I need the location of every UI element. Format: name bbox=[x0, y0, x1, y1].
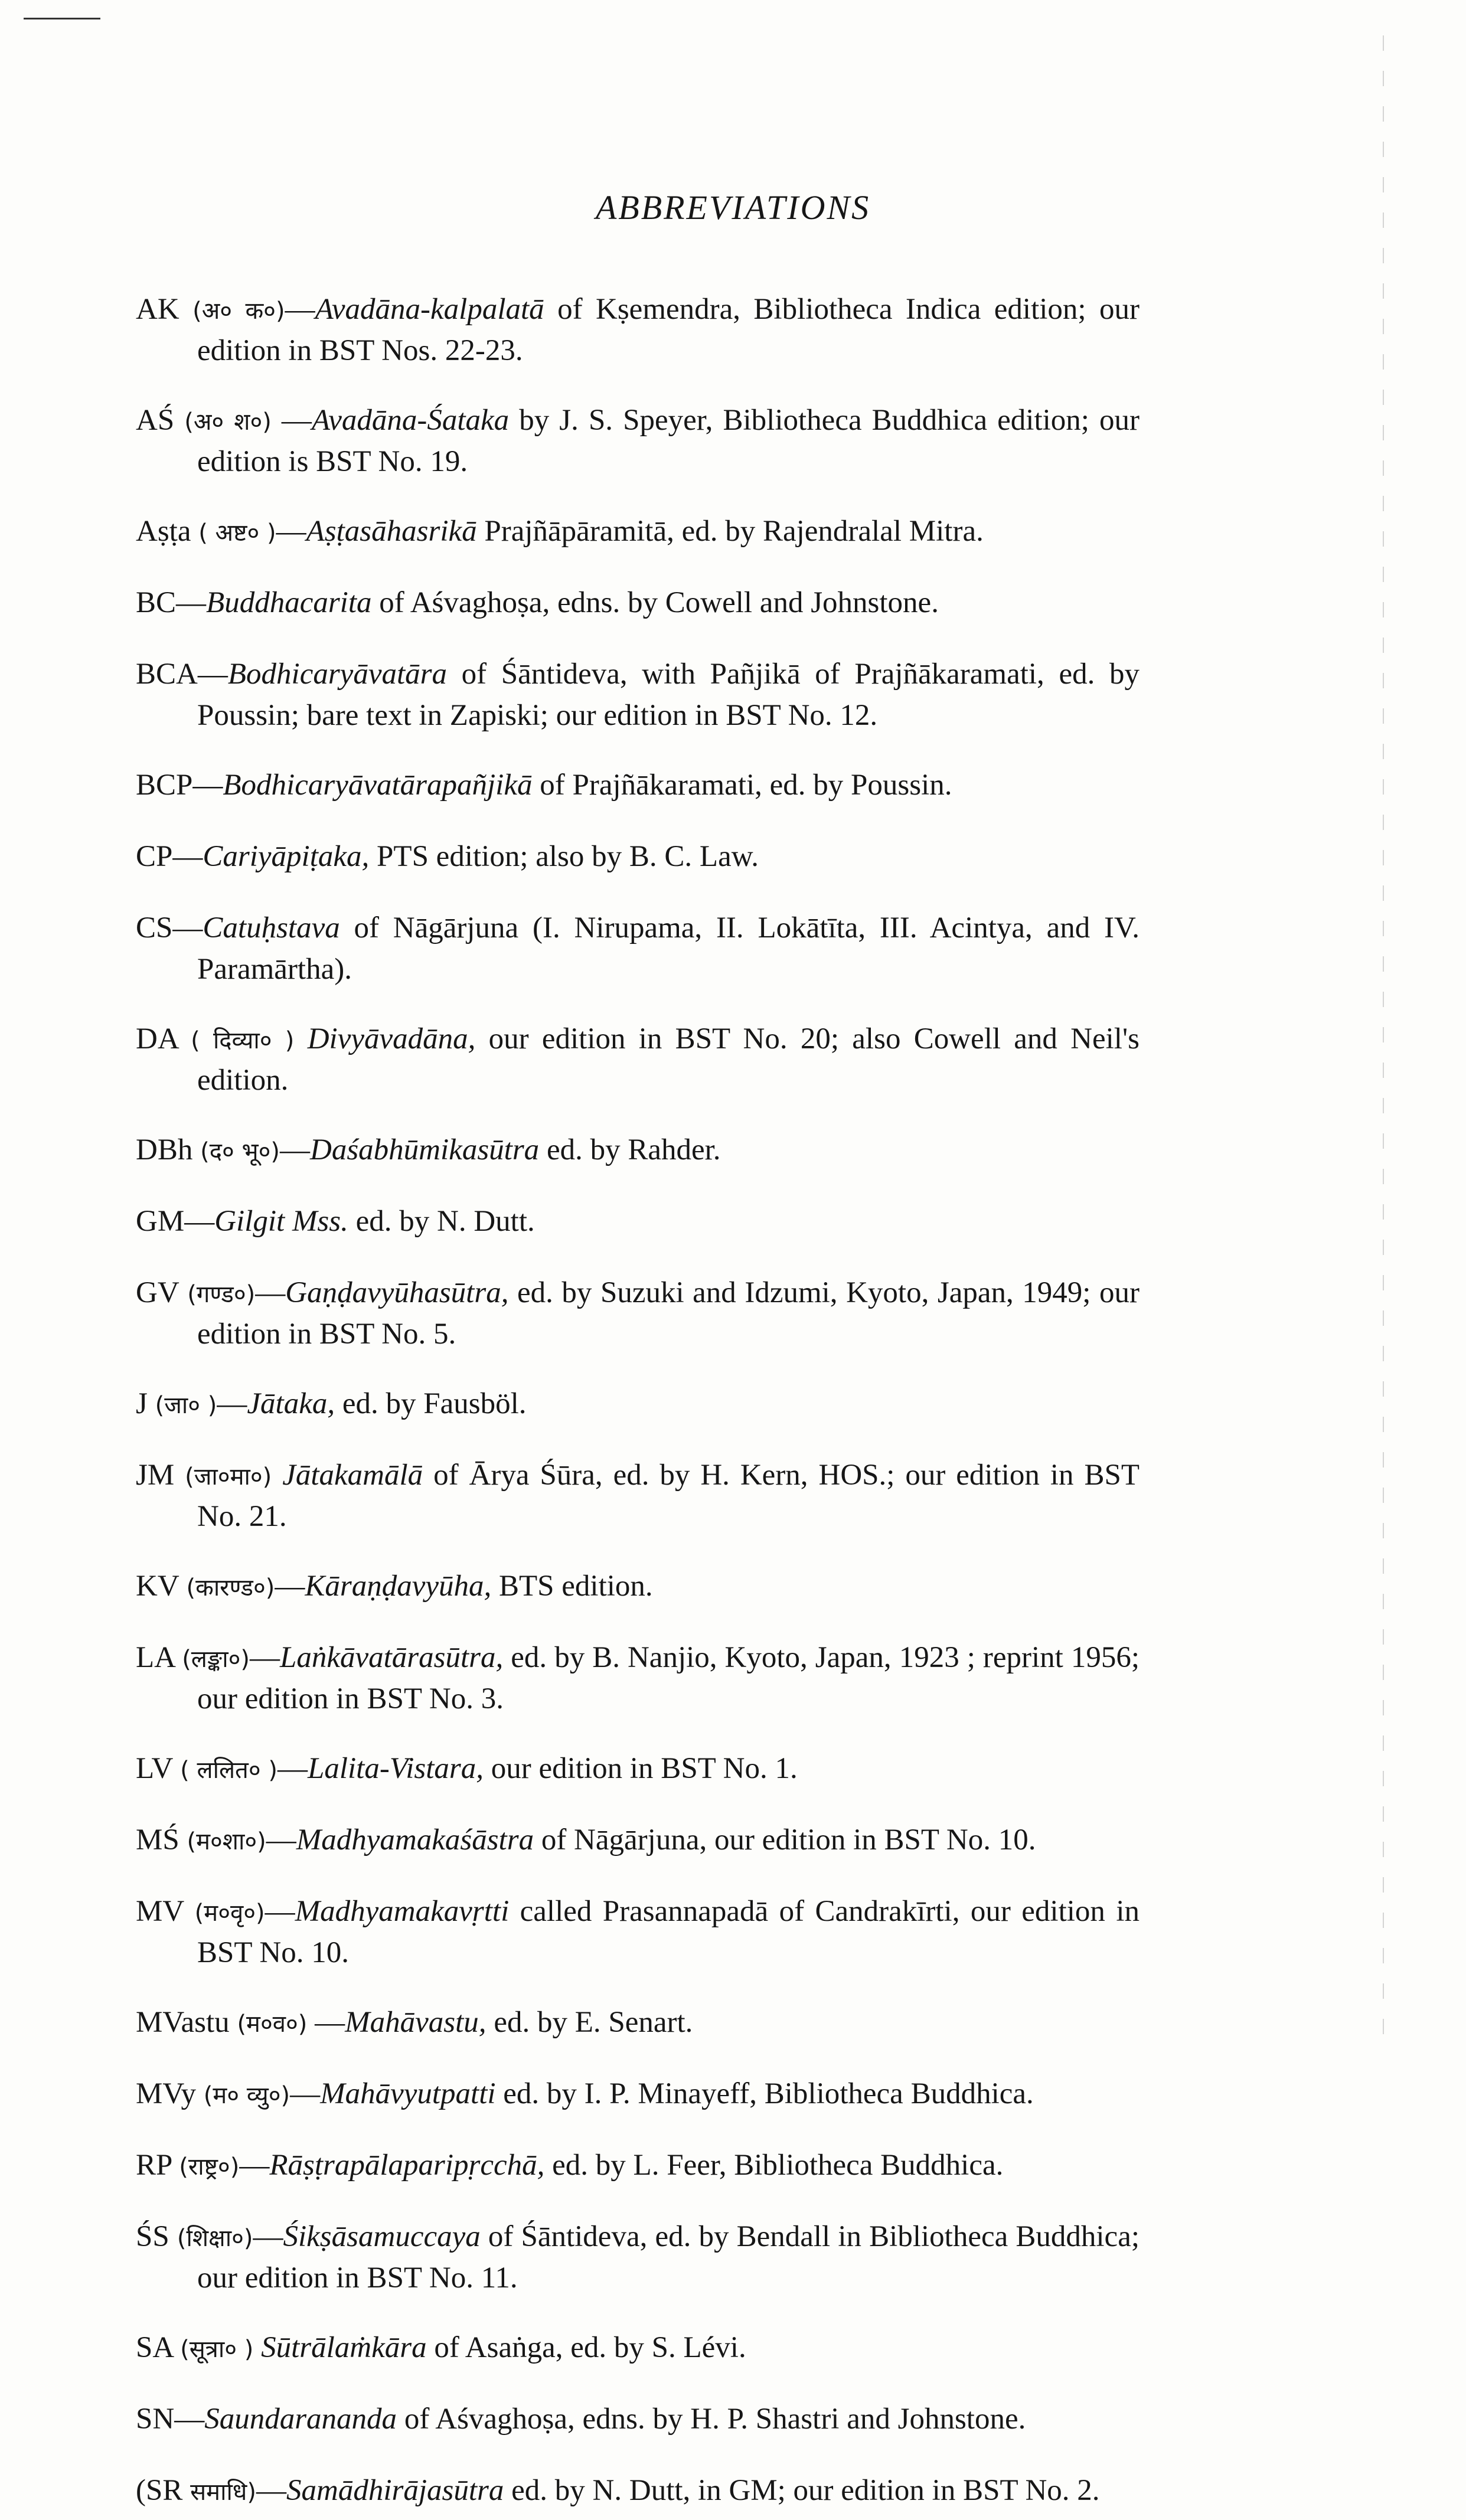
entry-separator: — bbox=[217, 1387, 247, 1420]
devanagari-abbreviation: (जा०मा०) bbox=[185, 1463, 272, 1491]
work-title: Bodhicaryāvatārapañjikā bbox=[223, 769, 533, 802]
abbreviation-entry bbox=[136, 1749, 1140, 1790]
abbreviation-code: BCA bbox=[136, 658, 198, 691]
abbreviation-list bbox=[136, 260, 1140, 2520]
entry-separator: — bbox=[265, 1895, 295, 1928]
abbreviation-code: CP bbox=[136, 840, 173, 873]
work-title: Catuḥstava bbox=[203, 911, 340, 944]
abbreviation-code: CS bbox=[136, 911, 173, 944]
entry-separator: — bbox=[250, 1641, 280, 1674]
devanagari-abbreviation: ( दिव्या० ) bbox=[191, 1027, 295, 1054]
abbreviation-code: JM bbox=[136, 1459, 175, 1492]
abbreviation-code: SN bbox=[136, 2403, 175, 2436]
abbreviation-entry bbox=[136, 2328, 1140, 2369]
work-title: Madhyamakavṛtti bbox=[295, 1895, 510, 1928]
abbreviation-entry bbox=[136, 655, 1140, 736]
abbreviation-entry bbox=[136, 766, 1140, 807]
entry-details: of Śāntideva, with Pañjikā of Prajñākaramati, ed. by Poussin; bare text in Zapiski; our edition in BST No. 12. bbox=[197, 658, 1140, 732]
entry-separator: — bbox=[285, 293, 315, 326]
abbreviation-code: GM bbox=[136, 1205, 185, 1238]
entry-details: ed. by Suzuki and Idzumi, Kyoto, Japan, 1949; our edition in BST No. 5. bbox=[197, 1276, 1140, 1351]
entry-separator: — bbox=[172, 840, 203, 873]
work-title: Rāṣṭrapālaparipṛcchā, bbox=[269, 2149, 545, 2182]
work-title: Divyāvadāna, bbox=[307, 1022, 476, 1055]
devanagari-abbreviation: (म०वृ०) bbox=[194, 1900, 265, 1927]
abbreviation-entry bbox=[136, 1567, 1140, 1608]
work-title: Avadāna-kalpalatā bbox=[315, 293, 544, 326]
entry-details: of Nāgārjuna, our edition in BST No. 10. bbox=[534, 1823, 1036, 1857]
entry-separator: — bbox=[176, 586, 207, 619]
abbreviation-code: BCP bbox=[136, 769, 193, 802]
abbreviation-entry bbox=[136, 1892, 1140, 1973]
abbreviation-entry bbox=[136, 2400, 1140, 2441]
entry-separator bbox=[272, 1459, 282, 1492]
entry-separator: — bbox=[192, 769, 223, 802]
entry-separator: — bbox=[271, 404, 312, 437]
entry-details: of Nāgārjuna (I. Nirupama, II. Lokātīta, III. Acintya, and IV. Paramārtha). bbox=[197, 911, 1140, 986]
work-title: Jātaka, bbox=[247, 1387, 335, 1420]
abbreviation-code: Aṣṭa bbox=[136, 515, 191, 548]
devanagari-abbreviation: (म०व०) bbox=[237, 2011, 308, 2038]
entry-details: ed. by Rahder. bbox=[539, 1133, 721, 1166]
entry-details: our edition in BST No. 1. bbox=[484, 1752, 798, 1785]
abbreviation-code: MVastu bbox=[136, 2006, 230, 2039]
abbreviation-code: KV bbox=[136, 1570, 179, 1603]
abbreviation-code: (SR bbox=[136, 2474, 183, 2507]
entry-separator: — bbox=[172, 911, 203, 944]
entry-details: of Asaṅga, ed. by S. Lévi. bbox=[426, 2331, 746, 2364]
entry-separator: — bbox=[256, 2474, 287, 2507]
entry-details: of Śāntideva, ed. by Bendall in Bibliotheca Buddhica; our edition in BST No. 11. bbox=[197, 2220, 1140, 2295]
entry-separator: — bbox=[197, 658, 228, 691]
work-title: Laṅkāvatārasūtra, bbox=[280, 1641, 504, 1674]
abbreviation-code: GV bbox=[136, 1276, 179, 1309]
abbreviation-code: MŚ bbox=[136, 1823, 179, 1857]
entry-details: ed. by N. Dutt, in GM; our edition in BST No. 2. bbox=[504, 2474, 1100, 2507]
abbreviation-entry bbox=[136, 1019, 1140, 1100]
work-title: Gaṇḍavyūhasūtra, bbox=[285, 1276, 509, 1309]
abbreviation-code: BC bbox=[136, 586, 177, 619]
abbreviation-code: DBh bbox=[136, 1133, 193, 1166]
devanagari-abbreviation: (सूत्रा० ) bbox=[180, 2336, 254, 2363]
abbreviation-entry bbox=[136, 2217, 1140, 2298]
devanagari-abbreviation: (गण्ड०) bbox=[187, 1281, 256, 1308]
work-title: Bodhicaryāvatāra bbox=[227, 658, 447, 691]
abbreviation-entry bbox=[136, 401, 1140, 482]
entry-separator: — bbox=[239, 2149, 270, 2182]
work-title: Saundarananda bbox=[204, 2403, 397, 2436]
work-title: Avadāna-Śataka bbox=[311, 404, 510, 437]
abbreviation-entry bbox=[136, 1384, 1140, 1426]
abbreviation-code: ŚS bbox=[136, 2220, 169, 2253]
abbreviation-code: J bbox=[136, 1387, 148, 1420]
abbreviation-entry bbox=[136, 2471, 1140, 2512]
entry-separator: — bbox=[307, 2006, 345, 2039]
entry-details: ed. by Fausböl. bbox=[335, 1387, 527, 1420]
entry-separator bbox=[253, 2331, 261, 2364]
work-title: Jātakamālā bbox=[282, 1459, 423, 1492]
abbreviation-entry bbox=[136, 2003, 1140, 2044]
abbreviation-entry bbox=[136, 908, 1140, 989]
entry-details: ed. by I. P. Minayeff, Bibliotheca Buddhica. bbox=[495, 2077, 1034, 2110]
abbreviation-entry bbox=[136, 837, 1140, 878]
work-title: Daśabhūmikasūtra bbox=[310, 1133, 540, 1166]
abbreviation-entry bbox=[136, 1130, 1140, 1172]
abbreviation-entry bbox=[136, 2146, 1140, 2187]
devanagari-abbreviation: (अ० क०) bbox=[192, 298, 285, 325]
devanagari-abbreviation: समाधि) bbox=[190, 2479, 257, 2506]
abbreviation-entry bbox=[136, 2074, 1140, 2116]
devanagari-abbreviation: ( अष्ट० ) bbox=[198, 519, 276, 547]
work-title: Aṣṭasāhasrikā bbox=[306, 515, 477, 548]
work-title: Cariyāpiṭaka, bbox=[203, 840, 370, 873]
page-edge-shadow bbox=[1383, 35, 1384, 2042]
entry-separator: — bbox=[255, 1276, 286, 1309]
work-title: Sūtrālaṁkāra bbox=[261, 2331, 427, 2364]
devanagari-abbreviation: (म० व्यु०) bbox=[203, 2082, 290, 2109]
abbreviation-code: LA bbox=[136, 1641, 175, 1674]
entry-separator: — bbox=[266, 1823, 296, 1857]
entry-separator: — bbox=[276, 515, 306, 548]
abbreviation-code: DA bbox=[136, 1022, 178, 1055]
entry-details: called Prasannapadā of Candrakīrti, our edition in BST No. 10. bbox=[197, 1895, 1140, 1969]
entry-separator: — bbox=[290, 2077, 321, 2110]
abbreviation-entry bbox=[136, 1820, 1140, 1862]
entry-separator: — bbox=[277, 1752, 308, 1785]
work-title: Kāraṇḍavyūha, bbox=[305, 1570, 492, 1603]
entry-details: ed. by L. Feer, Bibliotheca Buddhica. bbox=[544, 2149, 1004, 2182]
devanagari-abbreviation: ( ललित० ) bbox=[180, 1757, 277, 1784]
devanagari-abbreviation: (अ० श०) bbox=[184, 408, 272, 436]
devanagari-abbreviation: (द० भू०) bbox=[200, 1138, 280, 1165]
abbreviation-entry bbox=[136, 1202, 1140, 1243]
work-title: Lalita-Vistara, bbox=[307, 1752, 484, 1785]
abbreviation-entry bbox=[136, 1273, 1140, 1354]
abbreviation-code: RP bbox=[136, 2149, 172, 2182]
entry-separator: — bbox=[253, 2220, 283, 2253]
page-title: ABBREVIATIONS bbox=[595, 188, 871, 227]
abbreviation-entry bbox=[136, 290, 1140, 371]
entry-details: of Prajñākaramati, ed. by Poussin. bbox=[532, 769, 952, 802]
entry-details: BTS edition. bbox=[491, 1570, 653, 1603]
entry-details: of Ārya Śūra, ed. by H. Kern, HOS.; our edition in BST No. 21. bbox=[197, 1459, 1140, 1533]
entry-details: of Aśvaghoṣa, edns. by Cowell and Johnstone. bbox=[371, 586, 939, 619]
abbreviation-entry bbox=[136, 1456, 1140, 1537]
work-title: Gilgit Mss. bbox=[214, 1205, 348, 1238]
top-rule bbox=[24, 18, 100, 19]
entry-separator bbox=[294, 1022, 307, 1055]
devanagari-abbreviation: (म०शा०) bbox=[187, 1828, 266, 1855]
abbreviation-code: MV bbox=[136, 1895, 184, 1928]
entry-details: Prajñāpāramitā, ed. by Rajendralal Mitra. bbox=[476, 515, 984, 548]
entry-details: ed. by E. Senart. bbox=[486, 2006, 693, 2039]
entry-separator: — bbox=[275, 1570, 305, 1603]
devanagari-abbreviation: (शिक्षा०) bbox=[177, 2225, 253, 2252]
entry-details: by J. S. Speyer, Bibliotheca Buddhica edition; our edition is BST No. 19. bbox=[197, 404, 1140, 478]
work-title: Buddhacarita bbox=[206, 586, 372, 619]
entry-separator: — bbox=[174, 2403, 205, 2436]
abbreviation-entry bbox=[136, 583, 1140, 625]
devanagari-abbreviation: (जा० ) bbox=[155, 1392, 217, 1419]
abbreviation-entry bbox=[136, 1638, 1140, 1719]
entry-separator: — bbox=[184, 1205, 215, 1238]
entry-details: PTS edition; also by B. C. Law. bbox=[369, 840, 759, 873]
abbreviation-code: SA bbox=[136, 2331, 173, 2364]
devanagari-abbreviation: (राष्ट्र०) bbox=[179, 2153, 240, 2181]
devanagari-abbreviation: (कारण्ड०) bbox=[186, 1574, 275, 1601]
work-title: Mahāvastu, bbox=[345, 2006, 487, 2039]
work-title: Śikṣāsamuccaya bbox=[283, 2220, 481, 2253]
entry-details: ed. by B. Nanjio, Kyoto, Japan, 1923 ; reprint 1956; our edition in BST No. 3. bbox=[197, 1641, 1140, 1715]
work-title: Samādhirājasūtra bbox=[286, 2474, 504, 2507]
entry-details: of Kṣemendra, Bibliotheca Indica edition; our edition in BST Nos. 22-23. bbox=[197, 293, 1140, 367]
entry-details: of Aśvaghoṣa, edns. by H. P. Shastri and Johnstone. bbox=[397, 2403, 1026, 2436]
entry-details: ed. by N. Dutt. bbox=[348, 1205, 535, 1238]
devanagari-abbreviation: (लङ्का०) bbox=[182, 1646, 250, 1673]
abbreviation-code: AŚ bbox=[136, 404, 175, 437]
abbreviation-code: AK bbox=[136, 293, 179, 326]
abbreviation-code: LV bbox=[136, 1752, 173, 1785]
work-title: Madhyamakaśāstra bbox=[296, 1823, 534, 1857]
entry-details: our edition in BST No. 20; also Cowell and Neil's edition. bbox=[197, 1022, 1140, 1097]
abbreviation-code: MVy bbox=[136, 2077, 197, 2110]
abbreviation-entry bbox=[136, 512, 1140, 553]
entry-separator: — bbox=[280, 1133, 310, 1166]
work-title: Mahāvyutpatti bbox=[320, 2077, 496, 2110]
